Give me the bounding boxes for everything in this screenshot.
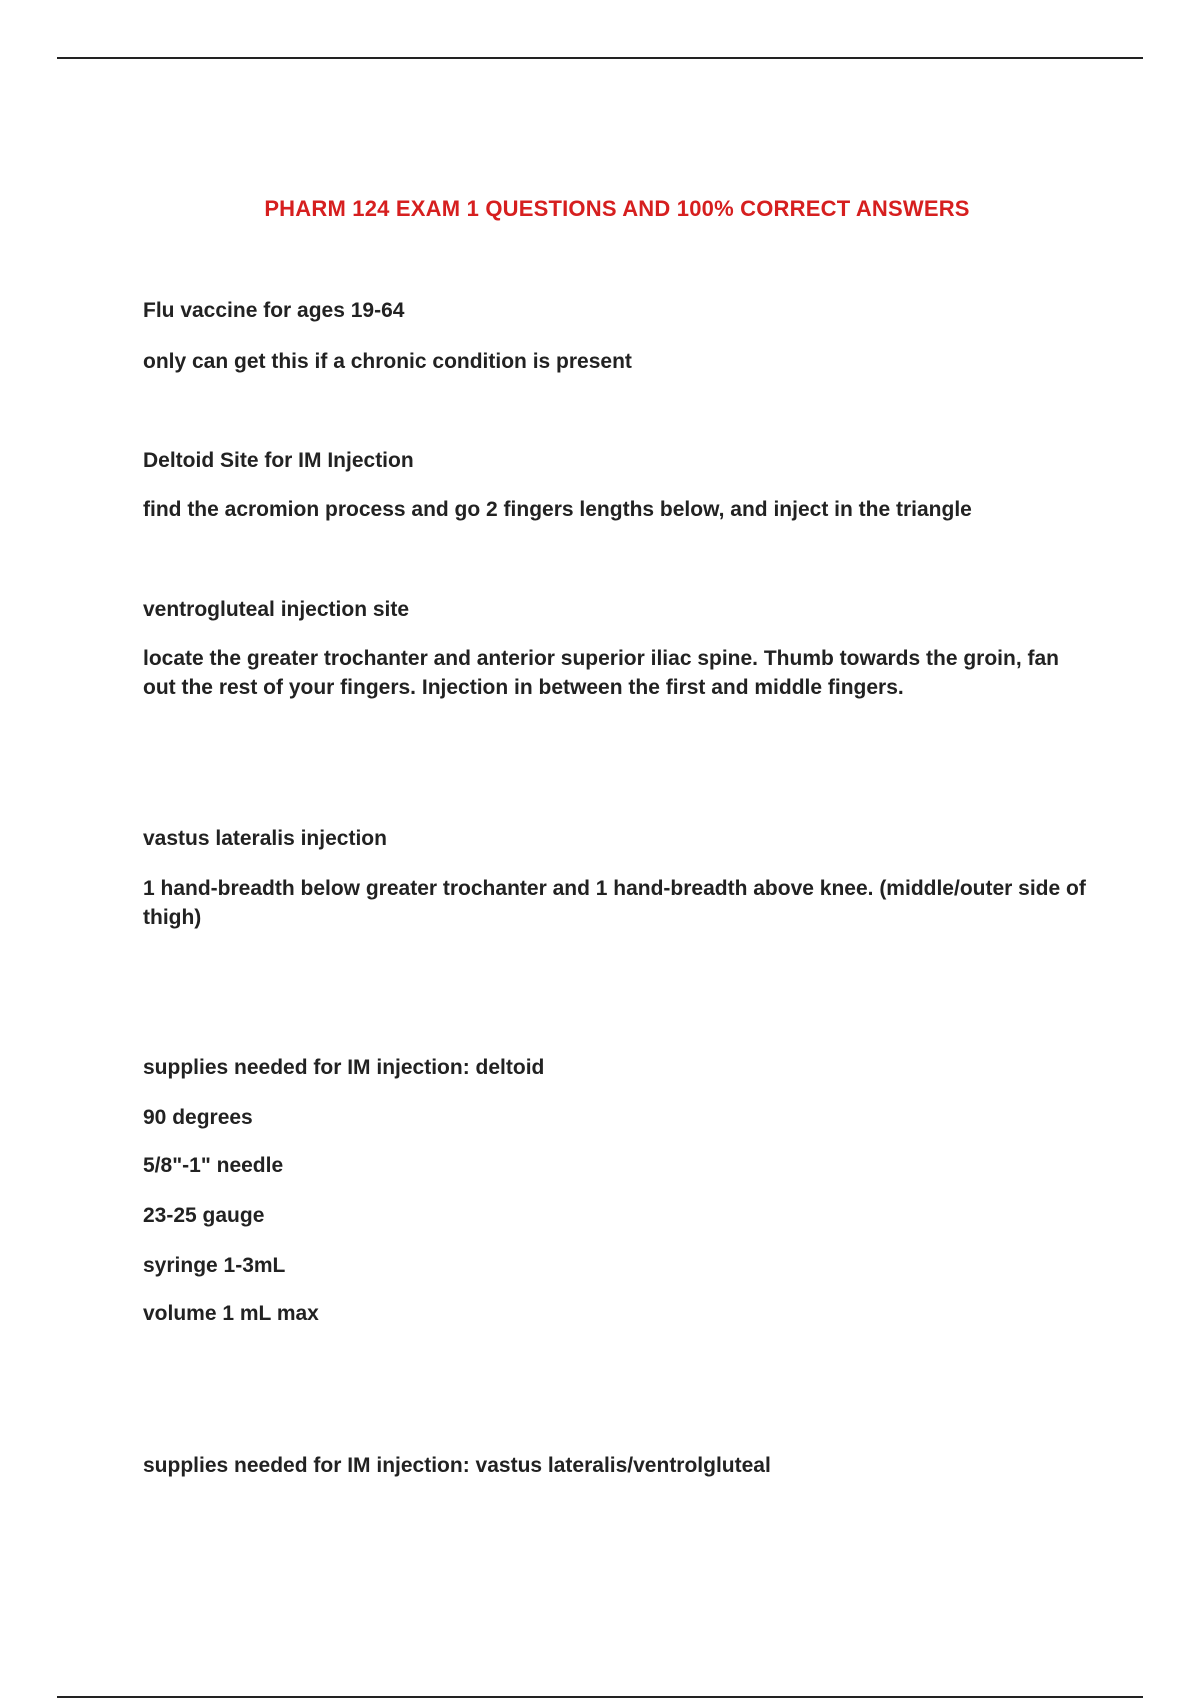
answer-ventrogluteal-site: locate the greater trochanter and anterior superior iliac spine. Thumb towards the groin, fan out the rest of your fingers. Injection in between the first and middle fingers. — [143, 647, 1060, 699]
question-supplies-vastus-ventrogluteal: supplies needed for IM injection: vastus lateralis/ventrolgluteal — [143, 1454, 771, 1477]
question-supplies-deltoid: supplies needed for IM injection: deltoid — [143, 1056, 545, 1079]
bottom-rule — [57, 1696, 1143, 1698]
answer-supplies-deltoid-volume: volume 1 mL max — [143, 1302, 319, 1325]
answer-supplies-deltoid-angle: 90 degrees — [143, 1106, 253, 1129]
answer-supplies-deltoid-gauge: 23-25 gauge — [143, 1204, 265, 1227]
answer-deltoid-site: find the acromion process and go 2 fingers lengths below, and inject in the triangle — [143, 498, 972, 521]
question-flu-vaccine: Flu vaccine for ages 19-64 — [143, 299, 405, 322]
document-title: PHARM 124 EXAM 1 QUESTIONS AND 100% CORRECT ANSWERS — [264, 196, 970, 221]
answer-vastus-lateralis: 1 hand-breadth below greater trochanter and 1 hand-breadth above knee. (middle/outer side of thigh) — [143, 877, 1086, 929]
answer-flu-vaccine: only can get this if a chronic condition is present — [143, 350, 632, 373]
answer-supplies-deltoid-needle: 5/8"-1" needle — [143, 1154, 284, 1177]
question-vastus-lateralis: vastus lateralis injection — [143, 827, 387, 850]
top-rule — [57, 57, 1143, 59]
answer-supplies-deltoid-syringe: syringe 1-3mL — [143, 1254, 286, 1277]
question-ventrogluteal-site: ventrogluteal injection site — [143, 598, 410, 621]
question-deltoid-site: Deltoid Site for IM Injection — [143, 449, 414, 472]
